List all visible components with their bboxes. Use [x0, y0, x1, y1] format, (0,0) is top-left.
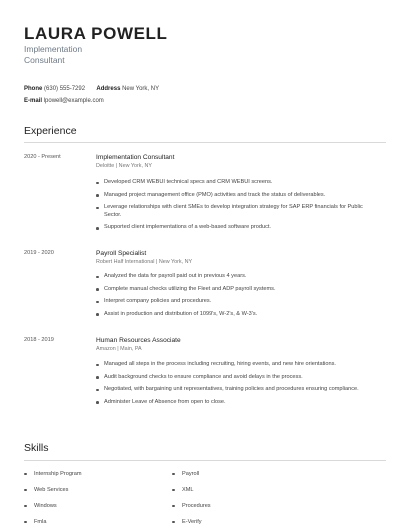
job-dates: 2019 - 2020	[24, 250, 54, 256]
skill-item: Payroll	[172, 470, 211, 486]
job-role: Human Resources Associate	[96, 337, 181, 344]
candidate-title	[24, 44, 134, 66]
job-bullet: Developed CRM WEBUI technical specs and CRM WEBUI screens.	[96, 179, 376, 187]
job-bullet: Supported client implementations of a web-based software product.	[96, 224, 376, 232]
experience-divider	[24, 142, 386, 143]
skill-item: Web Services	[24, 486, 82, 502]
job-bullet: Assist in production and distribution of 1099's, W-2's, & W-3's.	[96, 311, 376, 319]
job-company: Robert Half International | New York, NY	[96, 259, 193, 265]
job-role: Payroll Specialist	[96, 250, 147, 257]
job-dates: 2020 - Present	[24, 154, 61, 160]
job-bullet: Leverage relationships with client SMEs to develop integration strategy for SAP ERP financials for Public Sector.	[96, 204, 376, 219]
candidate-title-line-1: Implementation	[24, 44, 83, 54]
job-company: Amazon | Main, PA	[96, 346, 142, 352]
job-bullet: Audit background checks to ensure compliance and avoid delays in the process.	[96, 374, 376, 382]
job-bullet: Managed all steps in the process including recruiting, hiring events, and new hire orientations.	[96, 361, 376, 369]
skill-item: E-Verify	[172, 518, 211, 530]
job-bullet: Analyzed the data for payroll paid out in previous 4 years.	[96, 273, 376, 281]
job-bullets	[96, 361, 376, 411]
skills-heading: Skills	[24, 442, 49, 454]
skill-item: Windows	[24, 502, 82, 518]
skill-item: XML	[172, 486, 211, 502]
skill-item: Internship Program	[24, 470, 82, 486]
job-role: Implementation Consultant	[96, 154, 175, 161]
email-value[interactable]: lpowell@example.com	[43, 98, 104, 104]
job-bullet: Managed project management office (PMO) activities and track the status of deliverables.	[96, 192, 376, 200]
job-bullet: Negotiated, with bargaining unit representatives, training policies and procedures ensuring compliance.	[96, 386, 376, 394]
contact-line-phone-address	[24, 86, 159, 92]
job-bullets	[96, 179, 376, 237]
email-label: E-mail	[24, 98, 43, 104]
job-bullet: Complete manual checks utilizing the Fleet and ADP payroll systems.	[96, 286, 376, 294]
candidate-title-line-2: Consultant	[24, 55, 65, 65]
skill-item: Procedures	[172, 502, 211, 518]
skills-divider	[24, 460, 386, 461]
phone-value: (630) 555-7292	[44, 86, 86, 92]
address-label: Address	[96, 86, 121, 92]
address-value: New York, NY	[122, 86, 160, 92]
job-bullet: Administer Leave of Absence from open to close.	[96, 399, 376, 407]
skills-column-left	[24, 470, 82, 530]
experience-heading: Experience	[24, 125, 77, 137]
job-bullets	[96, 273, 376, 323]
job-dates: 2018 - 2019	[24, 337, 54, 343]
job-bullet: Interpret company policies and procedures.	[96, 298, 376, 306]
phone-label: Phone	[24, 86, 43, 92]
contact-line-email	[24, 98, 104, 104]
candidate-name: LAURA POWELL	[24, 24, 168, 43]
skill-item: Fmla	[24, 518, 82, 530]
skills-column-right	[172, 470, 211, 530]
job-company: Deloitte | New York, NY	[96, 163, 152, 169]
